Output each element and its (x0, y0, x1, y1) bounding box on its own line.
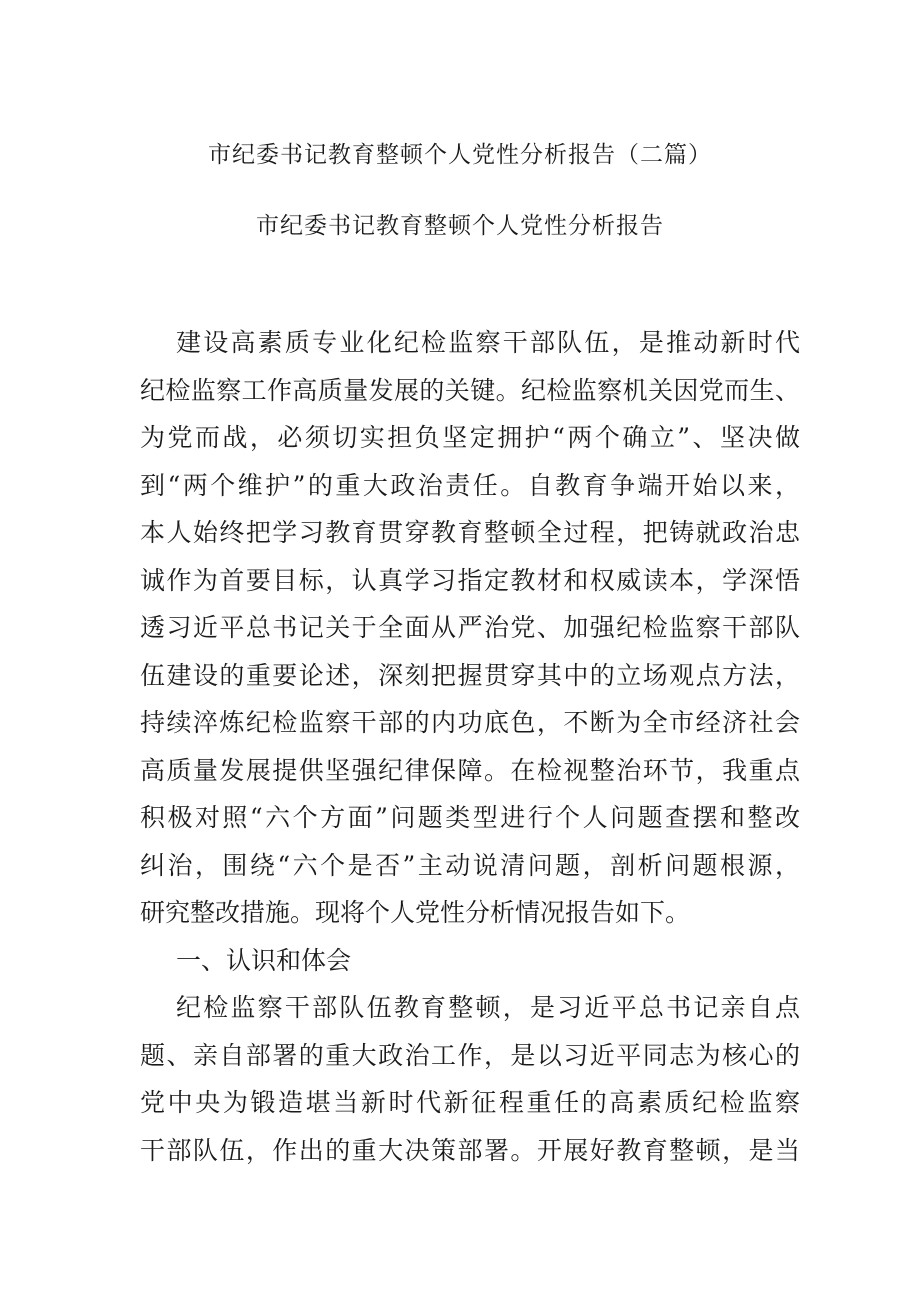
paragraph-line: 本人始终把学习教育贯穿教育整顿全过程，把铸就政治忠 (140, 518, 800, 547)
section-heading: 一、认识和体会 (176, 945, 352, 975)
document-body (140, 319, 800, 1174)
paragraph-line: 诚作为首要目标，认真学习指定教材和权威读本，学深悟 (140, 565, 800, 595)
paragraph-line: 透习近平总书记关于全面从严治党、加强纪检监察干部队 (140, 613, 800, 642)
paragraph-line: 研究整改措施。现将个人党性分析情况报告如下。 (140, 898, 691, 927)
paragraph-line: 纪检监察工作高质量发展的关键。纪检监察机关因党而生、 (140, 375, 800, 405)
paragraph-line: 党中央为锻造堪当新时代新征程重任的高素质纪检监察 (140, 1088, 800, 1117)
paragraph-line: 积极对照“六个方面”问题类型进行个人问题查摆和整改 (140, 803, 800, 832)
document-title: 市纪委书记教育整顿个人党性分析报告（二篇） (208, 142, 712, 168)
paragraph-line: 纪检监察干部队伍教育整顿，是习近平总书记亲自点 (176, 993, 800, 1022)
document-subtitle: 市纪委书记教育整顿个人党性分析报告 (256, 213, 664, 239)
paragraph-1 (140, 319, 800, 937)
paragraph-line: 建设高素质专业化纪检监察干部队伍，是推动新时代 (176, 328, 800, 357)
paragraph-line: 题、亲自部署的重大政治工作，是以习近平同志为核心的 (140, 1040, 800, 1070)
paragraph-line: 纠治，围绕“六个是否”主动说清问题，剖析问题根源， (140, 850, 800, 880)
paragraph-line: 持续淬炼纪检监察干部的内功底色，不断为全市经济社会 (140, 708, 800, 737)
paragraph-line: 高质量发展提供坚强纪律保障。在检视整治环节，我重点 (140, 755, 800, 785)
paragraph-line: 到“两个维护”的重大政治责任。自教育争端开始以来， (140, 470, 800, 500)
paragraph-2 (140, 984, 800, 1174)
paragraph-line: 干部队伍，作出的重大决策部署。开展好教育整顿，是当 (140, 1135, 800, 1165)
paragraph-line: 伍建设的重要论述，深刻把握贯穿其中的立场观点方法， (140, 660, 800, 690)
paragraph-line: 为党而战，必须切实担负坚定拥护“两个确立”、坚决做 (140, 423, 800, 452)
